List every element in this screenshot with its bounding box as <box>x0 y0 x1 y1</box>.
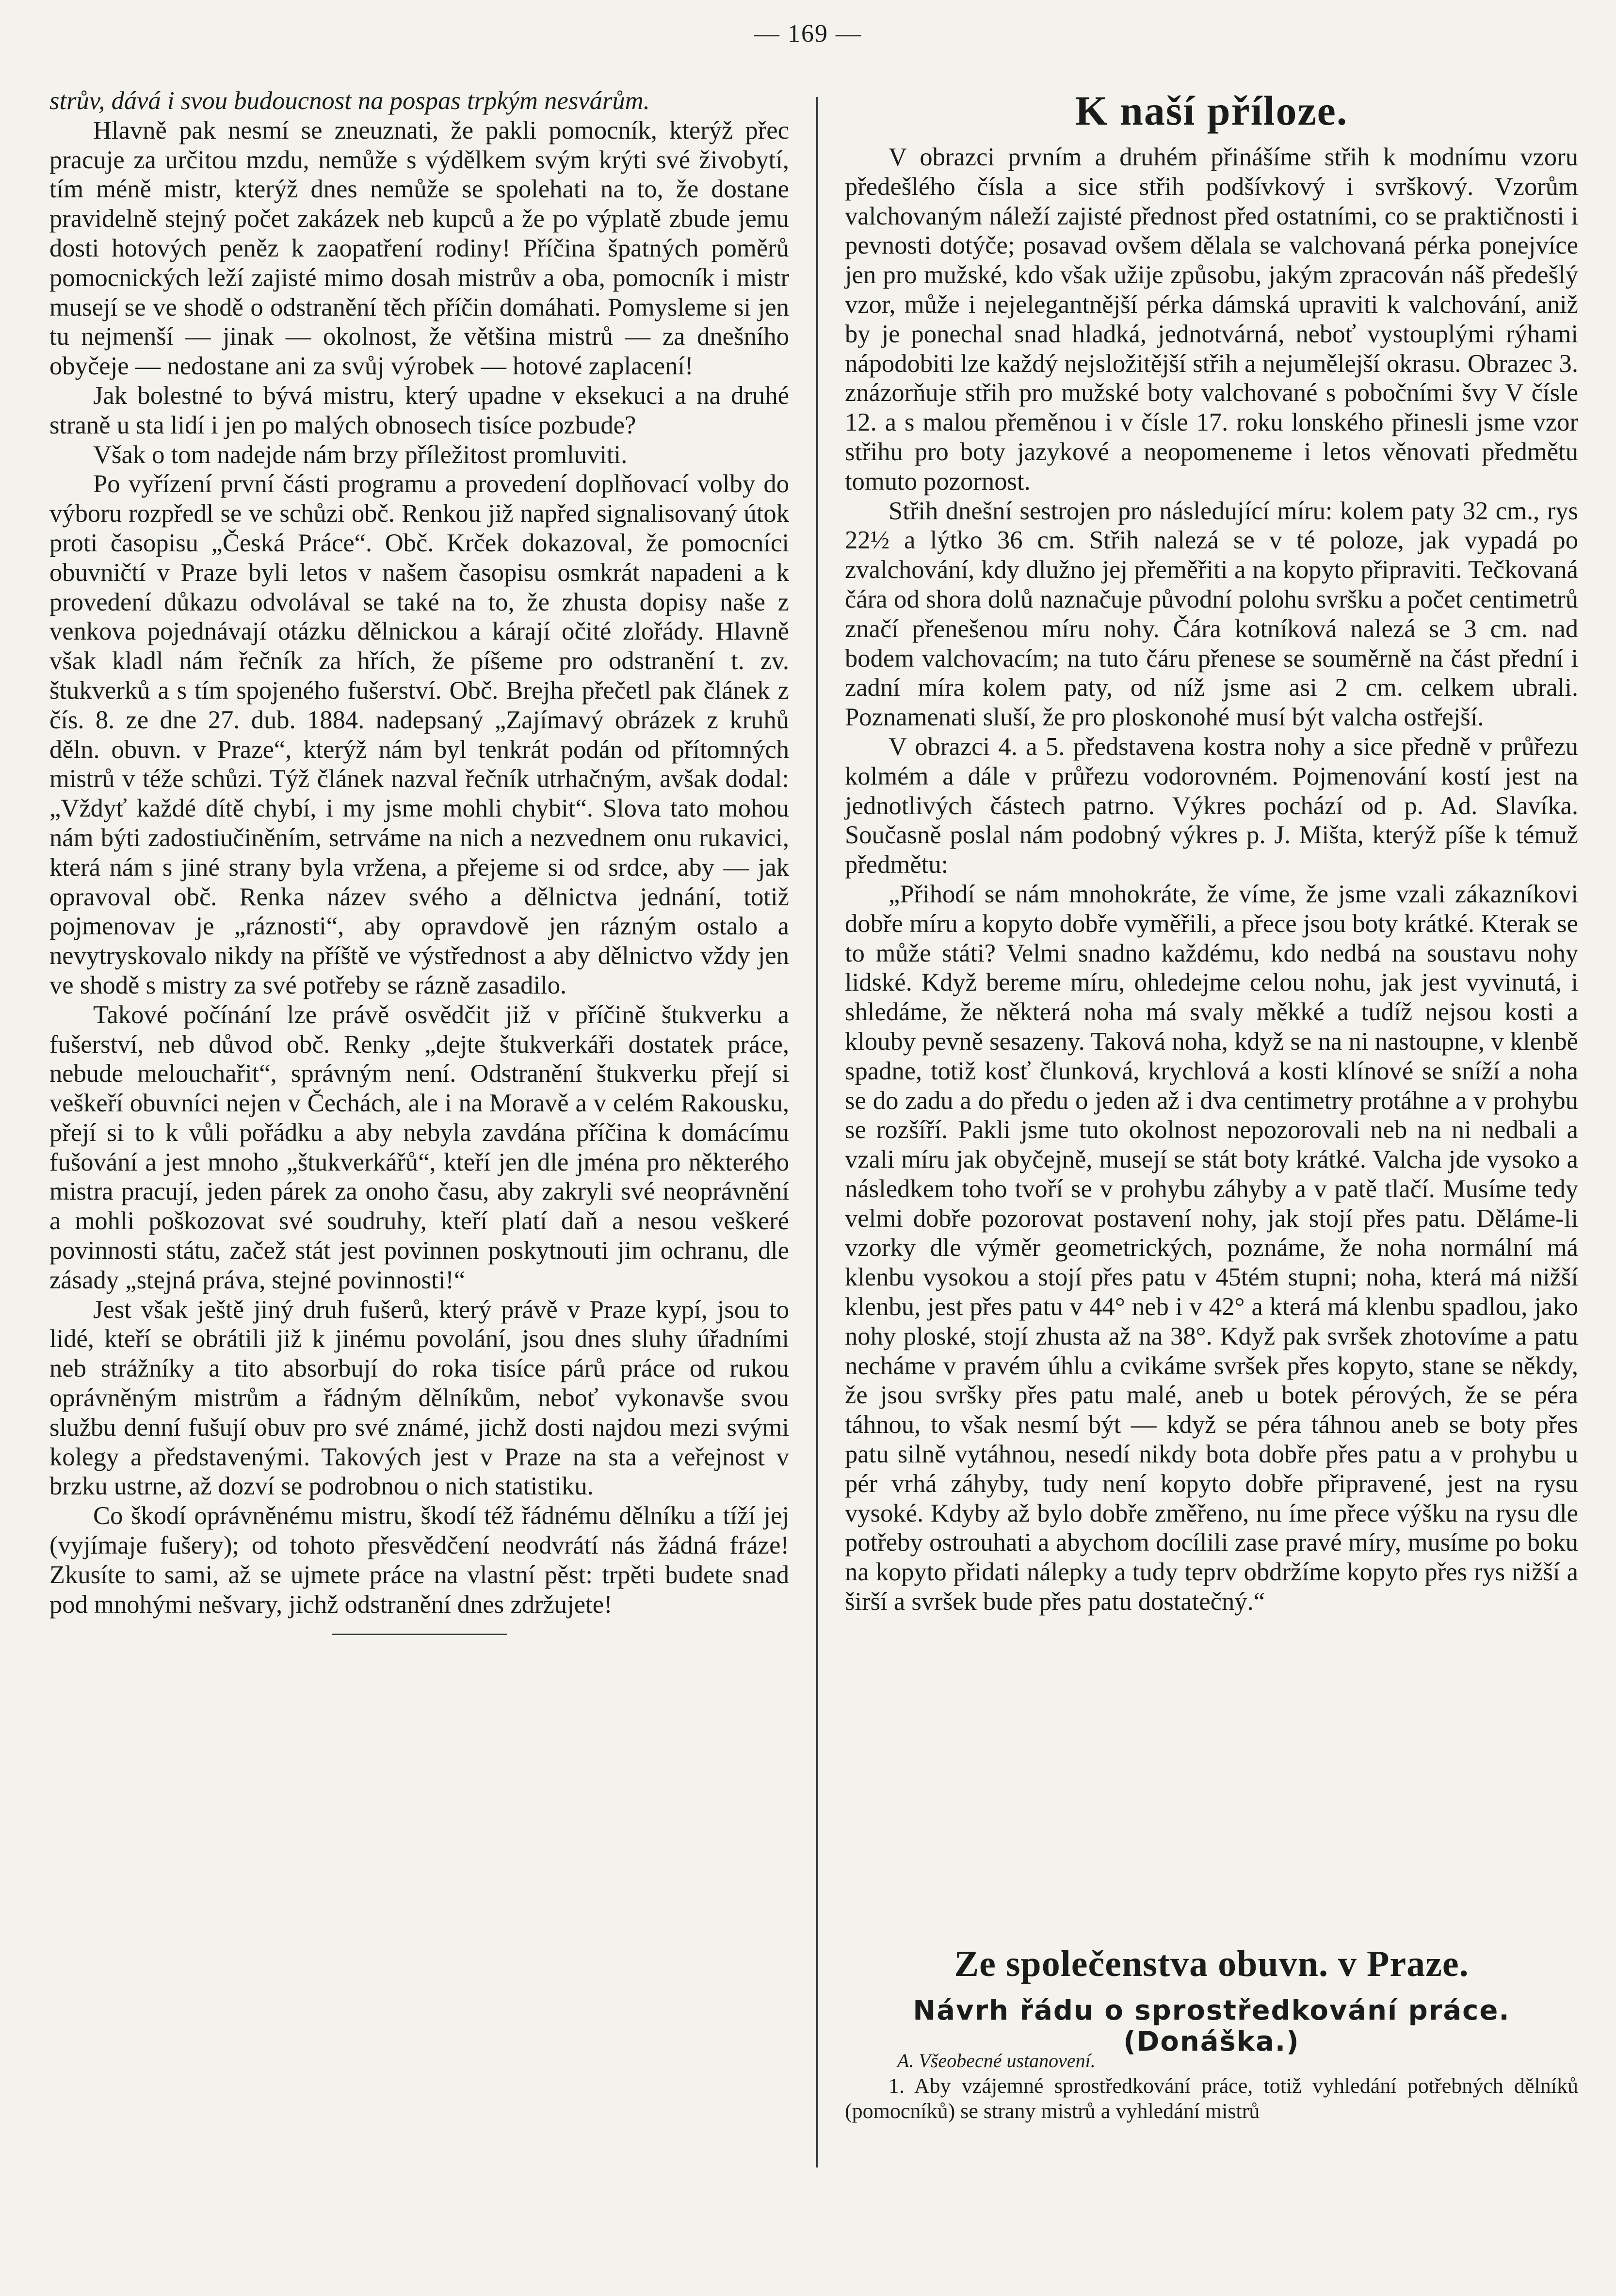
left-lead-paragraph: strův, dává i svou budoucnost na pospas trpkým nesvárům. <box>49 87 650 115</box>
left-paragraph-4: Po vyřízení první části programu a provedení doplňovací volby do výboru rozpředl se ve schůzi obč. Renkou již napřed signalisovaný útok proti časopisu „Česká Práce“. Obč. Krček dokazoval, že pomocníci obuvničtí v Praze byli letos v našem časopisu osmkrát napadeni a k provedení důkazu odvolával se také na to, že zhusta dopisy naše z venkova pojednávají otázku dělnickou a kárají očité zlořády. Hlavně však kladl nám řečník za hřích, že píšeme pro odstranění t. zv. štukverků a s tím spojeného fušerství. Obč. Brejha přečetl pak článek z čís. 8. ze dne 27. dub. 1884. nadepsaný „Zajímavý obrázek z kruhů děln. obuvn. v Praze“, kterýž nám byl tenkrát podán od přítomných mistrů v téže schůzi. Týž článek nazval řečník utrhačným, avšak dodal: „Vždyť každé dítě chybí, i my jsme mohli chybit“. Slova tato mohou nám býti zadostiučiněním, setrváme na nich a nezvednem onu rukavici, která nám s jiné strany byla vržena, a přejeme si od srdce, aby — jak opravoval obč. Renka název svého a dělnictva jednání, totiž pojmenovav je „ráznosti“, aby opravdově jen rázným ostalo a nevytryskovalo nikdy na příště ve výstřednost a aby dělnictvo vždy jen ve shodě s mistry za své potřeby se rázně zasadilo. <box>49 470 789 999</box>
page-number: — 169 — <box>754 20 862 48</box>
article-title: K naší příloze. <box>1075 87 1348 134</box>
left-column <box>49 86 789 1635</box>
left-paragraph-7: Co škodí oprávněnému mistru, škodí též řádnému dělníku a tíží jej (vyjímaje fušery); od tohoto přesvědčení neodvrátí nás žádná fráze! Zkusíte to sami, až se ujmete práce na vlastní pěst: trpěti budete snad pod mnohými nešvary, jichž odstranění dnes zdržujete! <box>49 1502 789 1619</box>
left-paragraph-6: Jest však ještě jiný druh fušerů, který právě v Praze kypí, jsou to lidé, kteří se obrátili již k jinému povolání, jsou dnes sluhy úřadními neb strážníky a tito absorbují do roka tisíce párů práce od rukou oprávněným mistrům a řádným dělníkům, neboť vykonavše svou službu denní fušují obuv pro své známé, jichž dosti najdou mezi svými kolegy a představenými. Takových jest v Praze na sta a veřejnost v brzku ustrne, až dozví se podrobnou o nich statistiku. <box>49 1295 789 1501</box>
society-subtitle: Návrh řádu o sprostředkování práce. (Donáška.) <box>913 1995 1510 2057</box>
right-paragraph-2: Střih dnešní sestrojen pro následující míru: kolem paty 32 cm., rys 22½ a lýtko 36 cm. Střih nalezá se v té poloze, jak vypadá po zvalchování, kdy dlužno jej přeměřiti a na kopyto připraviti. Tečkovaná čára od shora dolů naznačuje původní polohu svršku a počet centimetrů značí přenešenou míru nohy. Čára kotníková nalezá se 3 cm. nad bodem valchovacím; na tuto čáru přenese se souměrně na část přední i zadní míra kolem paty, od níž jsme asi 2 cm. celkem ubrali. Poznamenati sluší, že pro ploskonohé musí být valcha ostřejší. <box>845 497 1578 732</box>
right-paragraph-1: V obrazci prvním a druhém přinášíme střih k modnímu vzoru předešlého čísla a sice střih podšívkový i svrškový. Vzorům valchovaným náleží zajisté přednost před ostatními, co se praktičnosti i pevnosti dotýče; posavad ovšem dělala se valchovaná pérka ponejvíce jen pro mužské, kdo však užije způsobu, jakým zpracován náš předešlý vzor, může i nejelegantnější pérka dámská upraviti k valchování, aniž by je ponechal snad hladká, jednotvárná, neboť vystouplými rýhami nápodobiti lze každý nejsložitější střih a nejumělejší okrasu. Obrazec 3. znázorňuje střih pro mužské boty valchované s pobočními švy V čísle 12. a s malou přeměnou i v čísle 17. roku lonského přinesli jsme vzor střihu pro boty jazykové a neopomeneme i letos věnovati předmětu tomuto pozornost. <box>845 143 1578 496</box>
end-rule <box>332 1634 507 1635</box>
left-paragraph-1: Hlavně pak nesmí se zneuznati, že pakli pomocník, kterýž přec pracuje za určitou mzdu, nemůže s výdělkem svým krýti své živobytí, tím méně mistr, kterýž dnes nemůže se spolehati na to, že dostane pravidelně stejný počet zakázek neb kupců a že po výplatě zbude jemu dosti hotových peněz k zaopatření rodiny! Příčina špatných poměrů pomocnických leží zajisté mimo dosah mistrův a oba, pomocník i mistr musejí se ve shodě o odstranění těch příčin domáhati. Pomysleme si jen tu nejmenší — jinak — okolnost, že většina mistrů — za dnešního obyčeje — nedostane ani za svůj výrobek — hotové zaplacení! <box>49 116 789 381</box>
left-paragraph-3: Však o tom nadejde nám brzy příležitost promluviti. <box>93 440 628 469</box>
society-title: Ze společenstva obuvn. v Praze. <box>954 1943 1469 1984</box>
right-column <box>845 86 1578 1617</box>
right-paragraph-4: „Přihodí se nám mnohokráte, že víme, že jsme vzali zákazníkovi dobře míru a kopyto dobře vyměřili, a přece jsou boty krátké. Kterak se to může státi? Velmi snadno každému, kdo nedbá na soustavu nohy lidské. Když bereme míru, ohledejme celou nohu, jak jest vyvinutá, i shledáme, že některá noha má svaly měkké a tudíž nejsou kosti a klouby pevně sesazeny. Taková noha, když se na ni nastoupne, v klenbě spadne, totiž kosť člunková, krychlová a kosti klínové se sníží a noha se do zadu a do předu o jeden až i dva centimetry protáhne a v prohybu se rozšíří. Pakli jsme tuto okolnost nepozorovali neb na ni nedbali a vzali míru jak obyčejně, musejí se stát boty krátké. Valcha jde vysoko a následkem toho tvoří se v prohybu záhyby a v patě tlačí. Musíme tedy velmi dobře pozorovat postavení nohy, jak stojí přes patu. Děláme-li vzorky dle výměr geometrických, poznáme, že noha normální má klenbu vysokou a stojí přes patu v 45tém stupni; noha, která má nižší klenbu, jest přes patu v 44° neb i v 42° a která má klenbu spadlou, jako nohy ploské, stojí zhusta až na 38°. Když pak svršek zhotovíme a patu necháme v pravém úhlu a cvikáme svršek přes kopyto, stane se někdy, že jsou svršky přes patu malé, aneb u botek pérových, že se péra táhnou, to však nesmí být — když se péra táhnou aneb se boty přes patu silně vytáhnou, nesedí nikdy bota dobře přes patu a v prohybu u pér vrhá záhyby, tudy není kopyto dobře připravené, jest na rysu vysoké. Kdyby až bylo dobře změřeno, nu íme přece výšku na rysu dle potřeby ostrouhati a abychom docílili zase pravé míry, musíme po boku na kopyto přidati nálepky a tudy teprv obdržíme kopyto přes rys nižší a širší a svršek bude přes patu dostatečný.“ <box>845 880 1578 1616</box>
section-heading: A. Všeobecné ustanovení. <box>897 2050 1096 2071</box>
society-paragraph-1: 1. Aby vzájemné sprostředkování práce, totiž vyhledání potřebných dělníků (pomocníků) se strany mistrů a vyhledání mistrů <box>845 2074 1578 2123</box>
column-divider <box>816 97 818 2168</box>
left-paragraph-2: Jak bolestné to bývá mistru, který upadne v eksekuci a na druhé straně u sta lidí i jen po malých obnosech tisíce pozbude? <box>49 381 789 439</box>
right-paragraph-3: V obrazci 4. a 5. představena kostra nohy a sice předně v průřezu kolmém a dále v průřezu vodorovném. Pojmenování kostí jest na jednotlivých částech patrno. Výkres pochází od p. Ad. Slavíka. Současně poslal nám podobný výkres p. J. Mišta, kterýž píše k témuž předmětu: <box>845 732 1578 879</box>
left-paragraph-5: Takové počínání lze právě osvědčit již v příčině štukverku a fušerství, neb důvod obč. Renky „dejte štukverkáři dostatek práce, nebude melouchařit“, správným není. Odstranění štukverku přejí si veškeří obuvníci nejen v Čechách, ale i na Moravě a v celém Rakousku, přejí si to k vůli pořádku a aby nebyla zavdána příčina k domácímu fušování a jest mnoho „štukverkářů“, kteří jen dle jména pro některého mistra pracují, jeden párek za onoho času, aby zakryli své neoprávnění a mohli poškozovat své soudruhy, kteří platí daň a nesou veškeré povinnosti státu, začež stát jest povinnen poskytnouti jim ochranu, dle zásady „stejná práva, stejné povinnosti!“ <box>49 1000 789 1294</box>
